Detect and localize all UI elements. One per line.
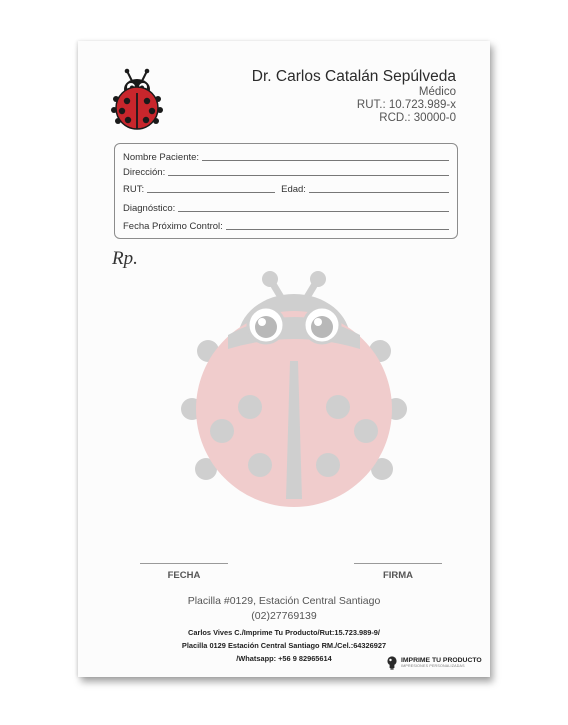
- address-row: [123, 164, 449, 178]
- doctor-header: [252, 67, 456, 125]
- patient-name-row: [123, 149, 449, 163]
- firma-label: FIRMA: [382, 570, 414, 581]
- footer-line-3: /Whatsapp: +56 9 82965614: [236, 654, 332, 663]
- patient-form: [114, 143, 458, 239]
- brand-logo: [386, 656, 482, 670]
- doctor-title: Médico: [418, 86, 456, 98]
- next-control-field[interactable]: [226, 229, 449, 230]
- footer-line-1: Carlos Vives C./Imprime Tu Producto/Rut:15.723.989-9/: [188, 628, 380, 637]
- age-label: Edad:: [281, 184, 306, 195]
- next-control-label: Fecha Próximo Control:: [123, 221, 223, 232]
- age-field[interactable]: [309, 192, 449, 193]
- firma-signature-line: [354, 563, 442, 564]
- date-label: FECHA: [167, 570, 201, 581]
- next-control-row: [123, 218, 449, 232]
- patient-name-field[interactable]: [202, 160, 449, 161]
- diagnosis-row: [123, 200, 449, 214]
- diagnosis-field[interactable]: [178, 211, 449, 212]
- rut-label: RUT:: [123, 184, 145, 195]
- doctor-name: Dr. Carlos Catalán Sepúlveda: [251, 68, 456, 85]
- brand-tagline: IMPRESIONES PERSONALIZADAS: [401, 664, 465, 668]
- rut-age-row: [123, 181, 449, 195]
- address-label: Dirección:: [123, 167, 166, 178]
- ladybug-logo-icon: [106, 65, 168, 131]
- footer-phone: (02)27769139: [251, 610, 317, 622]
- lightbulb-icon: [386, 656, 398, 670]
- address-field[interactable]: [168, 175, 449, 176]
- footer-address: Placilla #0129, Estación Central Santiago: [187, 595, 381, 607]
- brand-name: IMPRIME TU PRODUCTO: [401, 657, 482, 664]
- doctor-rcd: RCD.: 30000-0: [379, 112, 456, 124]
- date-signature-line: [140, 563, 228, 564]
- rp-label: Rp.: [112, 248, 138, 269]
- ladybug-watermark-icon: [178, 269, 410, 513]
- rut-field[interactable]: [147, 192, 275, 193]
- footer-line-2: Placilla 0129 Estación Central Santiago RM./Cel.:64326927: [181, 641, 387, 650]
- doctor-rut: RUT.: 10.723.989-x: [356, 99, 456, 111]
- prescription-sheet: [78, 41, 490, 677]
- patient-name-label: Nombre Paciente:: [123, 152, 200, 163]
- diagnosis-label: Diagnóstico:: [123, 203, 176, 214]
